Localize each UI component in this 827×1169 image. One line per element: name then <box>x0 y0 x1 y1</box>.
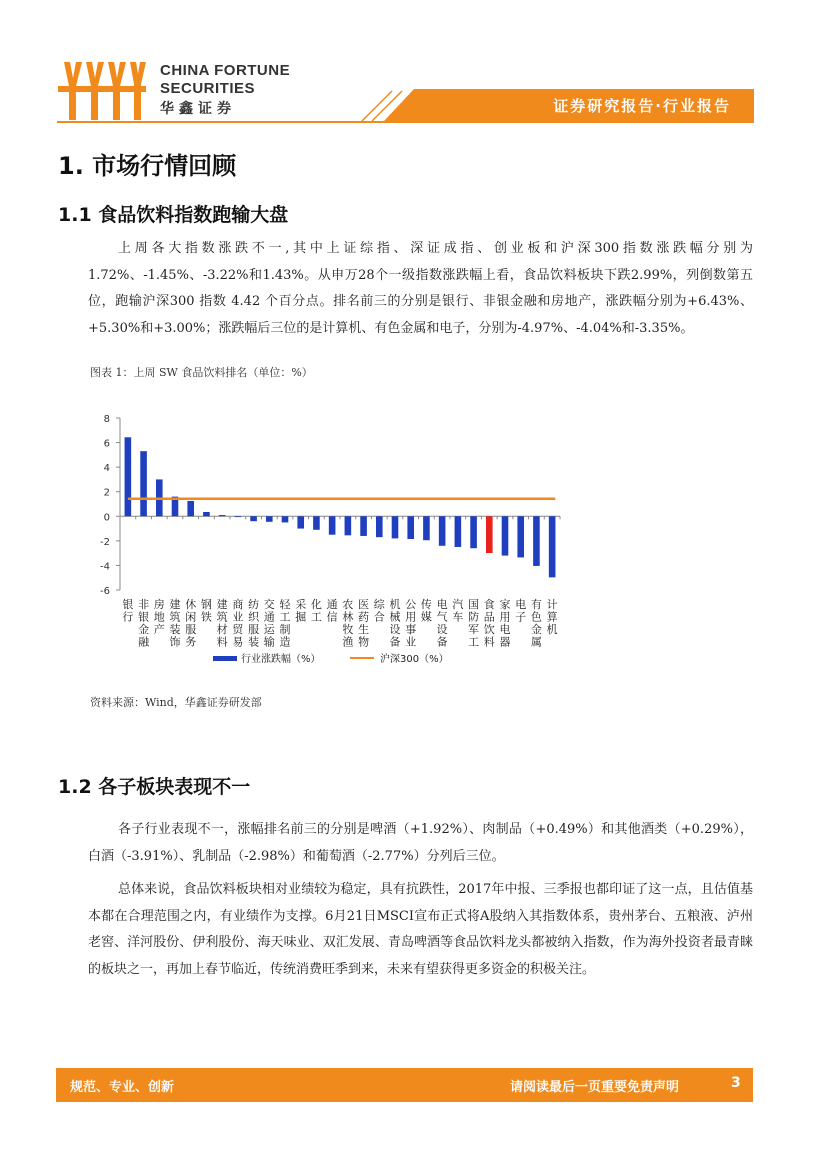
paragraph-outlook: 总体来说，食品饮料板块相对业绩较为稳定，具有抗跌性，2017年中报、三季报也都印证了这一点，且估值基本都在合理范围之内，有业绩作为支撑。6月21日MSCI宣布正式将A股纳入其指数体系，贵州茅台、五粮液、泸州老窖、洋河股份、伊利股份、海天味业、双汇发展、青岛啤酒等食品饮料龙头都被纳入指数，作为海外投资者最青睐的板块之一，再加上春节临近，传统消费旺季到来，未来有望获得更多资金的积极关注。 <box>88 882 753 977</box>
x-category-label: 非银金融 <box>138 598 150 649</box>
x-category-label: 公用事业 <box>405 598 417 649</box>
bar-建筑材料 <box>219 515 226 516</box>
bar-化工 <box>313 516 320 530</box>
bar-采掘 <box>297 516 304 528</box>
bar-纺织服装 <box>250 516 257 521</box>
x-category-label: 纺织服装 <box>248 598 260 649</box>
x-category-label: 机械设备 <box>389 598 401 649</box>
bar-电气设备 <box>439 516 446 545</box>
x-category-label: 轻工制造 <box>279 598 291 649</box>
x-category-label: 交通运输 <box>263 598 275 649</box>
footer-slogan: 规范、专业、创新 <box>70 1080 175 1095</box>
bar-钢铁 <box>203 512 210 516</box>
bar-食品饮料 <box>486 516 493 553</box>
section-title: 1. 市场行情回顾 <box>58 152 237 180</box>
x-category-label: 建筑装饰 <box>169 598 181 649</box>
x-category-label: 通信 <box>326 598 338 624</box>
y-tick-label: 6 <box>103 438 110 450</box>
bar-医药生物 <box>360 516 367 536</box>
x-category-label: 汽车 <box>452 598 464 624</box>
x-category-label: 传媒 <box>420 598 432 624</box>
x-category-label: 钢铁 <box>200 598 212 624</box>
y-tick-label: 0 <box>103 512 110 524</box>
y-tick-label: 2 <box>103 487 110 499</box>
paragraph-market-review: 上周各大指数涨跌不一,其中上证综指、深证成指、创业板和沪深300指数涨跌幅分别为1.72%、-1.45%、-3.22%和1.43%。从申万28个一级指数涨跌幅上看，食品饮料板块下跌2.99%，列倒数第五位，跑输沪深300 指数 4.42 个百分点。排名前三的分别是银行、非银金融和房地产，涨跌幅分别为+6.43%、+5.30%和+3.00%；涨跌幅后三位的是计算机、有色金属和电子，分别为-4.97%、-4.04%和-3.35%。 <box>88 241 753 336</box>
x-category-label: 医药生物 <box>358 598 370 649</box>
bar-家用电器 <box>502 516 509 555</box>
subsection-title-2: 1.2 各子板块表现不一 <box>58 776 251 798</box>
bar-银行 <box>125 437 132 516</box>
legend-bar-swatch <box>213 656 237 661</box>
sector-ranking-chart <box>88 400 588 685</box>
company-logo-icon <box>56 56 148 126</box>
legend-bar-label: 行业涨跌幅（%） <box>241 654 321 665</box>
bar-电子 <box>517 516 524 557</box>
x-category-label: 建筑材料 <box>216 598 228 649</box>
bar-休闲服务 <box>187 501 194 516</box>
x-category-label: 综合 <box>373 598 385 624</box>
x-category-label: 房地产 <box>153 598 165 636</box>
bar-通信 <box>329 516 336 534</box>
x-category-label: 计算机 <box>546 598 558 636</box>
x-category-label: 农林牧渔 <box>342 598 354 649</box>
bar-农林牧渔 <box>345 516 352 535</box>
x-category-label: 银行 <box>122 598 134 624</box>
bar-交通运输 <box>266 516 273 522</box>
x-category-label: 休闲服务 <box>185 598 197 649</box>
header-divider <box>57 121 754 123</box>
bar-轻工制造 <box>282 516 289 522</box>
y-tick-label: -2 <box>100 536 110 548</box>
bar-计算机 <box>549 516 556 577</box>
x-category-label: 化工 <box>310 598 322 624</box>
bar-汽车 <box>455 516 462 547</box>
y-tick-label: 4 <box>103 463 110 475</box>
y-tick-label: -6 <box>100 586 110 597</box>
paragraph-subsector-performance: 各子行业表现不一，涨幅排名前三的分别是啤酒（+1.92%）、肉制品（+0.49%）和其他酒类（+0.29%），白酒（-3.91%）、乳制品（-2.98%）和葡萄酒（-2.77%）分列后三位。 <box>88 822 753 864</box>
y-tick-label: -4 <box>100 561 110 573</box>
figure-source: 资料来源：Wind，华鑫证券研发部 <box>90 696 262 709</box>
x-category-label: 电子 <box>515 598 527 624</box>
x-category-label: 商业贸易 <box>232 598 244 649</box>
x-category-label: 国防军工 <box>468 598 480 649</box>
logo-text-english-1: CHINA FORTUNE <box>160 62 291 79</box>
legend-line-label: 沪深300（%） <box>380 654 449 665</box>
bar-国防军工 <box>470 516 477 548</box>
x-category-label: 食品饮料 <box>483 598 495 649</box>
figure-caption: 图表 1：上周 SW 食品饮料排名（单位：%） <box>90 366 313 379</box>
bar-有色金属 <box>533 516 540 566</box>
bar-机械设备 <box>392 516 399 538</box>
y-tick-label: 8 <box>103 414 110 425</box>
chart-category-labels <box>122 597 557 649</box>
footer-disclaimer-link[interactable]: 请阅读最后一页重要免责声明 <box>510 1080 680 1095</box>
chart-axes <box>100 414 560 597</box>
chart-bars <box>125 437 556 577</box>
chart-legend <box>213 652 449 665</box>
logo-text-chinese: 华鑫证券 <box>160 101 236 117</box>
bar-商业贸易 <box>235 516 242 517</box>
x-category-label: 采掘 <box>295 598 307 624</box>
bar-传媒 <box>423 516 430 540</box>
x-category-label: 有色金属 <box>530 598 542 649</box>
subsection-title-1: 1.1 食品饮料指数跑输大盘 <box>58 204 289 226</box>
bar-综合 <box>376 516 383 537</box>
bar-非银金融 <box>140 451 147 516</box>
page-number: 3 <box>731 1075 741 1091</box>
x-category-label: 电气设备 <box>436 598 448 649</box>
x-category-label: 家用电器 <box>499 598 511 649</box>
bar-公用事业 <box>407 516 414 539</box>
report-type-label: 证券研究报告·行业报告 <box>553 97 731 115</box>
logo-text-english-2: SECURITIES <box>160 80 256 97</box>
